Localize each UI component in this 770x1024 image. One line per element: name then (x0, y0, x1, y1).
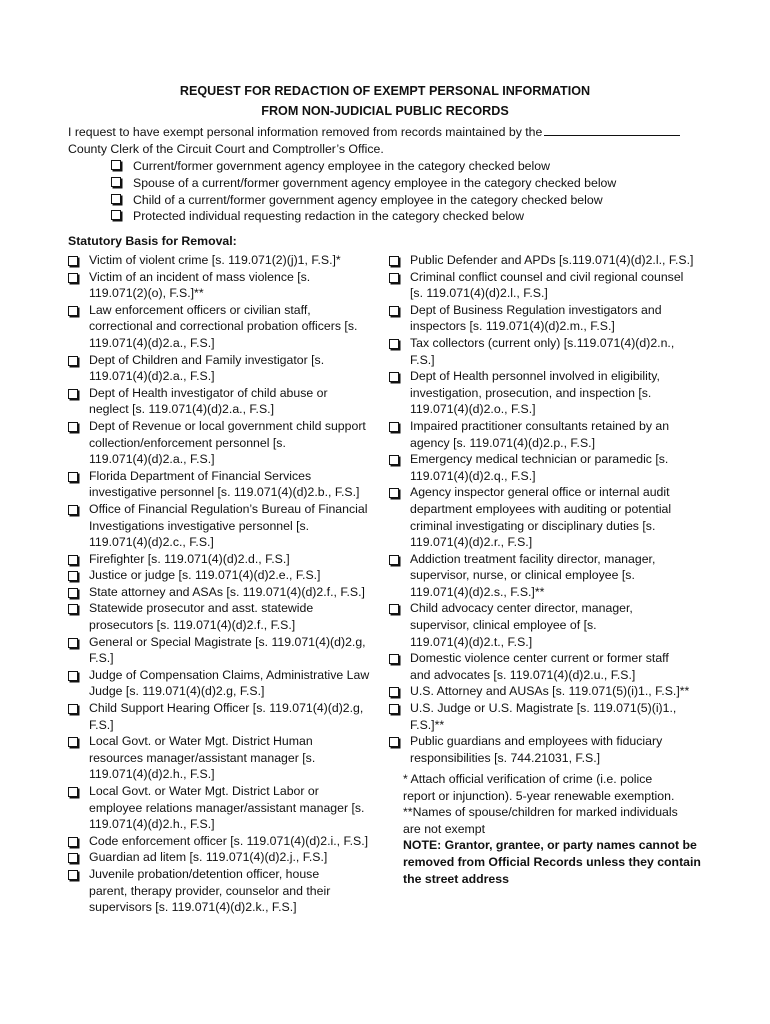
intro-text: I request to have exempt personal information removed from records maintained by the (68, 125, 543, 139)
statutory-basis-label: Victim of an incident of mass violence [s. 119.071(2)(o), F.S.]** (89, 269, 311, 301)
statutory-basis-label: Guardian ad litem [s. 119.071(4)(d)2.j., F.S.] (89, 850, 328, 865)
statutory-basis-item (68, 551, 384, 568)
checkbox-icon[interactable] (389, 422, 399, 432)
checkbox-icon[interactable] (111, 194, 121, 204)
statutory-basis-item (389, 335, 705, 368)
requester-category-list (111, 158, 711, 225)
footnotes (403, 771, 708, 887)
statutory-basis-item (68, 667, 384, 700)
statutory-basis-label: Statewide prosecutor and asst. statewide prosecutors [s. 119.071(4)(d)2.f., F.S.] (89, 601, 314, 633)
statutory-basis-item (68, 634, 384, 667)
checkbox-icon[interactable] (389, 339, 399, 349)
statutory-basis-heading: Statutory Basis for Removal: (68, 234, 237, 248)
statutory-basis-label: Dept of Health personnel involved in eligibility, investigation, prosecution, and inspection [s. 119.071(4)(d)2.o., F.S.] (410, 369, 660, 417)
clerk-county-blank-field[interactable] (544, 124, 680, 136)
statutory-basis-label: Dept of Revenue or local government child support collection/enforcement personnel [s. 119.071(4)(d)2.a., F.S.] (89, 418, 366, 467)
checkbox-icon[interactable] (389, 737, 399, 747)
checkbox-icon[interactable] (389, 372, 399, 382)
checkbox-icon[interactable] (68, 704, 78, 714)
statutory-basis-item (389, 551, 705, 601)
checkbox-icon[interactable] (68, 555, 78, 565)
statutory-basis-label: Addiction treatment facility director, manager, supervisor, nurse, or clinical employee [s. 119.071(4)(d)2.s., F.S.]** (410, 551, 656, 599)
statutory-basis-label: Justice or judge [s. 119.071(4)(d)2.e., F.S.] (89, 568, 321, 583)
statutory-basis-item (68, 385, 384, 418)
statutory-basis-item (68, 733, 384, 783)
statutory-basis-item (389, 302, 705, 335)
statutory-basis-label: U.S. Judge or U.S. Magistrate [s. 119.071(5)(i)1., F.S.]** (410, 701, 677, 732)
checkbox-icon[interactable] (68, 638, 78, 648)
checkbox-icon[interactable] (111, 177, 121, 187)
intro-line-1 (68, 124, 708, 141)
statutory-basis-label: Dept of Business Regulation investigators and inspectors [s. 119.071(4)(d)2.m., F.S.] (410, 302, 662, 334)
checkbox-icon[interactable] (389, 273, 399, 283)
statutory-basis-item (68, 700, 384, 733)
requester-category-label: Current/former government agency employee in the category checked below (133, 159, 550, 173)
statutory-basis-item (389, 252, 705, 269)
statutory-basis-label: Criminal conflict counsel and civil regional counsel [s. 119.071(4)(d)2.l., F.S.] (410, 269, 684, 301)
statutory-basis-item (389, 683, 705, 700)
checkbox-icon[interactable] (389, 704, 399, 714)
checkbox-icon[interactable] (68, 472, 78, 482)
statutory-basis-label: Firefighter [s. 119.071(4)(d)2.d., F.S.] (89, 551, 290, 566)
statutory-basis-label: Code enforcement officer [s. 119.071(4)(d)2.i., F.S.] (89, 833, 369, 848)
checkbox-icon[interactable] (68, 422, 78, 432)
checkbox-icon[interactable] (68, 571, 78, 581)
checkbox-icon[interactable] (389, 654, 399, 664)
statutory-basis-label: Dept of Health investigator of child abuse or neglect [s. 119.071(4)(d)2.a., F.S.] (89, 385, 328, 417)
statutory-basis-right-column (389, 252, 705, 766)
checkbox-icon[interactable] (389, 555, 399, 565)
checkbox-icon[interactable] (68, 604, 78, 614)
checkbox-icon[interactable] (68, 787, 78, 797)
checkbox-icon[interactable] (389, 256, 399, 266)
statutory-basis-label: Victim of violent crime [s. 119.071(2)(j)1, F.S.]* (89, 253, 341, 267)
checkbox-icon[interactable] (68, 273, 78, 283)
statutory-basis-label: Dept of Children and Family investigator [s. 119.071(4)(d)2.a., F.S.] (89, 352, 325, 384)
checkbox-icon[interactable] (68, 356, 78, 366)
statutory-basis-label: Local Govt. or Water Mgt. District Human resources manager/assistant manager [s. 119.071(4)(d)2.h., F.S.] (89, 734, 316, 782)
statutory-basis-item (68, 584, 384, 601)
statutory-basis-item (68, 252, 384, 269)
checkbox-icon[interactable] (68, 306, 78, 316)
statutory-basis-label: General or Special Magistrate [s. 119.071(4)(d)2.g, F.S.] (89, 634, 366, 666)
checkbox-icon[interactable] (389, 455, 399, 465)
statutory-basis-item (68, 302, 384, 352)
checkbox-icon[interactable] (68, 671, 78, 681)
statutory-basis-item (68, 501, 384, 551)
statutory-basis-item (389, 269, 705, 302)
statutory-basis-label: Law enforcement officers or civilian staff, correctional and correctional probation officers [s. 119.071(4)(d)2.a., F.S.] (89, 302, 358, 350)
statutory-basis-label: Judge of Compensation Claims, Administrative Law Judge [s. 119.071(4)(d)2.g, F.S.] (89, 667, 370, 699)
statutory-basis-label: State attorney and ASAs [s. 119.071(4)(d)2.f., F.S.] (89, 584, 365, 599)
requester-category-label: Protected individual requesting redaction in the category checked below (133, 209, 525, 224)
requester-category-item (111, 158, 711, 175)
statutory-basis-item (389, 451, 705, 484)
checkbox-icon[interactable] (68, 505, 78, 515)
statutory-basis-left-column (68, 252, 384, 916)
statutory-basis-item (68, 269, 384, 302)
statutory-basis-item (68, 468, 384, 501)
requester-category-item (111, 208, 711, 225)
statutory-basis-item (68, 418, 384, 468)
statutory-basis-label: Impaired practitioner consultants retained by an agency [s. 119.071(4)(d)2.p., F.S.] (410, 418, 670, 450)
checkbox-icon[interactable] (68, 870, 78, 880)
statutory-basis-label: Public Defender and APDs [s.119.071(4)(d)2.l., F.S.] (410, 253, 694, 267)
statutory-basis-item (68, 833, 384, 850)
statutory-basis-item (389, 418, 705, 451)
statutory-basis-item (389, 733, 705, 766)
intro-line-2: County Clerk of the Circuit Court and Comptroller’s Office. (68, 142, 384, 156)
checkbox-icon[interactable] (68, 389, 78, 399)
requester-category-item (111, 192, 711, 209)
statutory-basis-label: Public guardians and employees with fiduciary responsibilities [s. 744.21031, F.S.] (410, 734, 663, 765)
statutory-basis-label: Local Govt. or Water Mgt. District Labor or employee relations manager/assistant manager [s. 119.071(4)(d)2.h., F.S.] (89, 784, 365, 832)
checkbox-icon[interactable] (111, 160, 121, 170)
note-official-records: NOTE: Grantor, grantee, or party names cannot be removed from Official Records unless they contain the street address (403, 838, 701, 886)
checkbox-icon[interactable] (68, 256, 78, 266)
statutory-basis-label: Agency inspector general office or internal audit department employees with auditing or potential criminal investigating or disciplinary duties [s. 119.071(4)(d)2.r., F.S.] (410, 485, 672, 550)
statutory-basis-item (68, 866, 384, 916)
statutory-basis-label: Child Support Hearing Officer [s. 119.071(4)(d)2.g, F.S.] (89, 701, 364, 732)
statutory-basis-item (68, 567, 384, 584)
requester-category-label: Child of a current/former government agency employee in the category checked below (133, 192, 603, 207)
checkbox-icon[interactable] (68, 588, 78, 598)
statutory-basis-item (389, 484, 705, 550)
statutory-basis-label: Tax collectors (current only) [s.119.071(4)(d)2.n., F.S.] (410, 335, 675, 367)
statutory-basis-label: Child advocacy center director, manager, supervisor, clinical employee of [s. 119.071(4)(d)2.t., F.S.] (410, 601, 633, 649)
form-title-line-1: REQUEST FOR REDACTION OF EXEMPT PERSONAL INFORMATION (179, 84, 591, 98)
statutory-basis-label: Emergency medical technician or paramedic [s. 119.071(4)(d)2.q., F.S.] (410, 452, 669, 483)
statutory-basis-label: Juvenile probation/detention officer, house parent, therapy provider, counselor and their supervisors [s. 119.071(4)(d)2.k., F.S.] (89, 866, 331, 915)
requester-category-item (111, 175, 711, 192)
statutory-basis-label: Domestic violence center current or former staff and advocates [s. 119.071(4)(d)2.u., F.S.] (410, 651, 669, 682)
checkbox-icon[interactable] (68, 853, 78, 863)
checkbox-icon[interactable] (68, 837, 78, 847)
checkbox-icon[interactable] (68, 737, 78, 747)
statutory-basis-item (68, 352, 384, 385)
footnote-crime-verification: * Attach official verification of crime (i.e. police report or injunction). 5-year renewable exemption. (403, 772, 675, 803)
checkbox-icon[interactable] (389, 604, 399, 614)
form-title-line-2: FROM NON-JUDICIAL PUBLIC RECORDS (261, 104, 509, 118)
statutory-basis-item (68, 783, 384, 833)
statutory-basis-label: U.S. Attorney and AUSAs [s. 119.071(5)(i)1., F.S.]** (410, 684, 690, 699)
statutory-basis-label: Florida Department of Financial Services investigative personnel [s. 119.071(4)(d)2.b., F.S.] (89, 468, 360, 500)
footnote-spouse-children: **Names of spouse/children for marked individuals are not exempt (403, 805, 678, 836)
statutory-basis-item (389, 600, 705, 650)
statutory-basis-item (389, 650, 705, 683)
statutory-basis-item (68, 849, 384, 866)
requester-category-label: Spouse of a current/former government agency employee in the category checked below (133, 175, 617, 190)
statutory-basis-label: Office of Financial Regulation’s Bureau of Financial Investigations investigative personnel [s. 119.071(4)(d)2.c., F.S.] (89, 501, 368, 550)
statutory-basis-item (389, 700, 705, 733)
checkbox-icon[interactable] (389, 306, 399, 316)
statutory-basis-item (68, 600, 384, 633)
checkbox-icon[interactable] (389, 687, 399, 697)
checkbox-icon[interactable] (111, 210, 121, 220)
statutory-basis-item (389, 368, 705, 418)
checkbox-icon[interactable] (389, 488, 399, 498)
